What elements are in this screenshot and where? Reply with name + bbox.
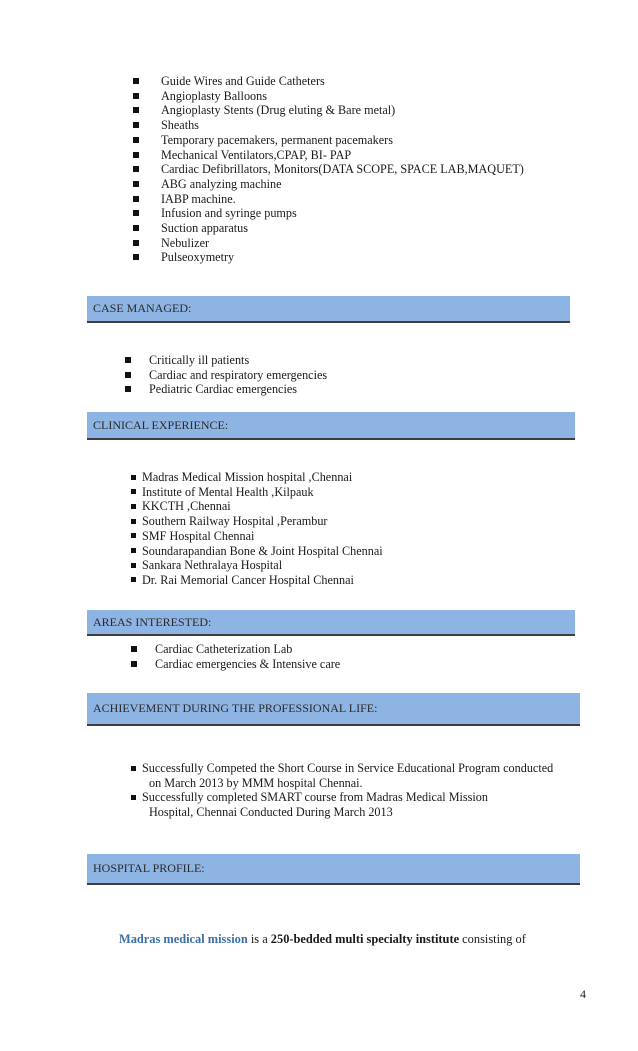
- list-item: Suction apparatus: [133, 221, 524, 236]
- section-header-achievement: ACHIEVEMENT DURING THE PROFESSIONAL LIFE:: [87, 693, 580, 726]
- section-header-clinical-experience: CLINICAL EXPERIENCE:: [87, 412, 575, 440]
- page-number: 4: [580, 987, 586, 1001]
- areas-interested-list: [131, 642, 340, 671]
- list-item: ABG analyzing machine: [133, 177, 524, 192]
- list-item: Nebulizer: [133, 236, 524, 251]
- section-header-areas-interested: AREAS INTERESTED:: [87, 610, 575, 636]
- list-item: Cardiac and respiratory emergencies: [125, 368, 327, 383]
- list-item: [131, 761, 553, 790]
- list-item: [131, 790, 553, 819]
- section-header-case-managed: CASE MANAGED:: [87, 296, 570, 323]
- list-item: Critically ill patients: [125, 353, 327, 368]
- list-item: Pediatric Cardiac emergencies: [125, 382, 327, 397]
- list-item: Angioplasty Stents (Drug eluting & Bare metal): [133, 103, 524, 118]
- list-item: Sankara Nethralaya Hospital: [131, 558, 383, 573]
- list-item: Cardiac emergencies & Intensive care: [131, 657, 340, 672]
- list-item: Angioplasty Balloons: [133, 89, 524, 104]
- list-item: Dr. Rai Memorial Cancer Hospital Chennai: [131, 573, 383, 588]
- paragraph-bold-text: 250-bedded multi specialty institute: [270, 932, 460, 946]
- list-item: SMF Hospital Chennai: [131, 529, 383, 544]
- clinical-experience-list: [131, 470, 383, 588]
- hospital-name: Madras medical mission: [119, 932, 248, 946]
- list-item: IABP machine.: [133, 192, 524, 207]
- list-item: Institute of Mental Health ,Kilpauk: [131, 485, 383, 500]
- case-managed-list: [125, 353, 327, 397]
- list-item: Madras Medical Mission hospital ,Chennai: [131, 470, 383, 485]
- list-item: Cardiac Catheterization Lab: [131, 642, 340, 657]
- paragraph-text: is a: [247, 932, 271, 946]
- achievement-line: Hospital, Chennai Conducted During March 2013: [149, 805, 393, 820]
- achievement-line: Successfully Competed the Short Course in Service Educational Program conducted: [142, 761, 554, 775]
- list-item: Guide Wires and Guide Catheters: [133, 74, 524, 89]
- equipment-list: [133, 74, 524, 265]
- list-item: Cardiac Defibrillators, Monitors(DATA SCOPE, SPACE LAB,MAQUET): [133, 162, 524, 177]
- achievement-line: Successfully completed SMART course from Madras Medical Mission: [142, 790, 488, 805]
- list-item: Soundarapandian Bone & Joint Hospital Chennai: [131, 544, 383, 559]
- list-item: Infusion and syringe pumps: [133, 206, 524, 221]
- list-item: Pulseoxymetry: [133, 250, 524, 265]
- list-item: Temporary pacemakers, permanent pacemakers: [133, 133, 524, 148]
- hospital-profile-paragraph: [119, 932, 526, 947]
- achievement-list: [131, 761, 553, 820]
- list-item: Sheaths: [133, 118, 524, 133]
- list-item: Mechanical Ventilators,CPAP, BI- PAP: [133, 148, 524, 163]
- section-header-hospital-profile: HOSPITAL PROFILE:: [87, 854, 580, 885]
- achievement-line: on March 2013 by MMM hospital Chennai.: [149, 775, 363, 790]
- list-item: Southern Railway Hospital ,Perambur: [131, 514, 383, 529]
- paragraph-text: consisting of: [459, 932, 526, 946]
- list-item: KKCTH ,Chennai: [131, 499, 383, 514]
